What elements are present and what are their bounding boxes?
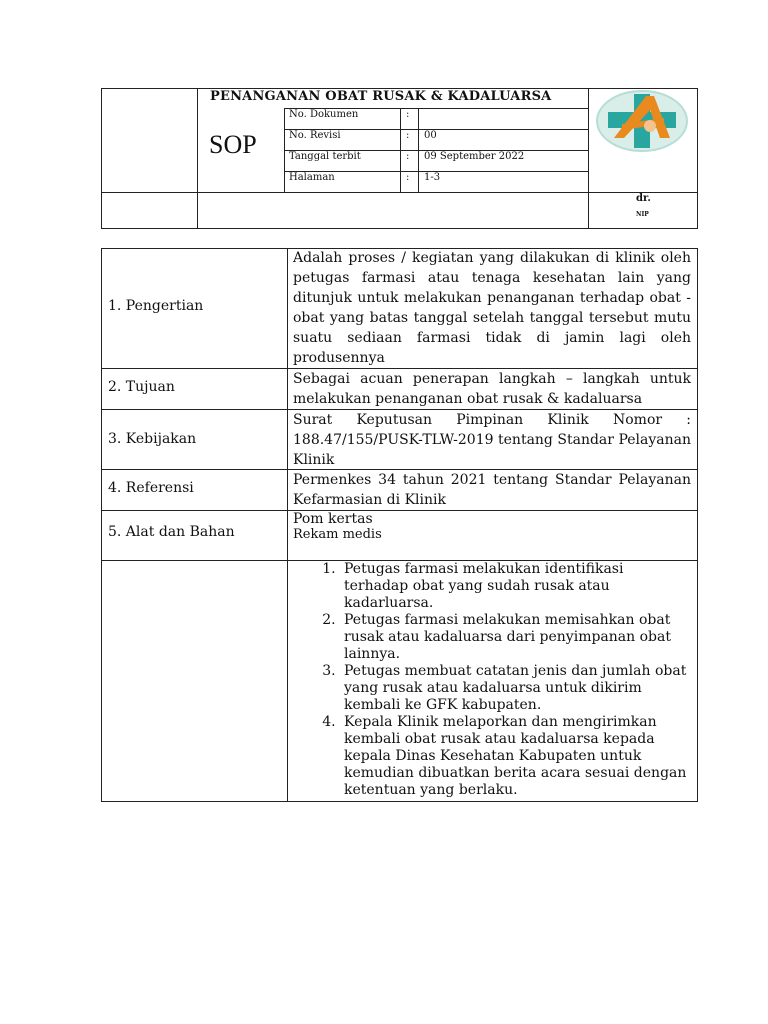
info-sep: : (406, 109, 410, 120)
alat-item: Rekam medis (293, 527, 382, 542)
info-label-tanggal: Tanggal terbit (289, 151, 361, 162)
langkah-step: 3. Petugas membuat catatan jenis dan jumlah obat yang rusak atau kadaluarsa untuk dikirim kembali ke GFK kabupaten. (340, 663, 688, 714)
signature-nip: NIP (636, 211, 649, 218)
langkah-step: 1. Petugas farmasi melakukan identifikasi terhadap obat yang sudah rusak atau kadarluarsa. (340, 561, 688, 612)
sop-label: SOP (209, 130, 257, 159)
section-text-referensi: Permenkes 34 tahun 2021 tentang Standar Pelayanan Kefarmasian di Klinik (293, 472, 691, 508)
section-text-tujuan: Sebagai acuan penerapan langkah – langkah untuk melakukan penanganan obat rusak & kadaluarsa (293, 371, 691, 407)
alat-item: Pom kertas (293, 511, 373, 527)
info-sep: : (406, 172, 410, 183)
info-label-revisi: No. Revisi (289, 130, 341, 141)
info-value-tanggal: 09 September 2022 (424, 151, 525, 162)
langkah-step: 2. Petugas farmasi melakukan memisahkan obat rusak atau kadaluarsa dari penyimpanan obat lainnya. (340, 612, 688, 663)
langkah-step: 4. Kepala Klinik melaporkan dan mengirimkan kembali obat rusak atau kadaluarsa kepada kepala Dinas Kesehatan Kabupaten untuk kemudian dibuatkan berita acara sesuai dengan ketentuan yang berlaku. (340, 714, 688, 799)
info-label-dokumen: No. Dokumen (289, 109, 359, 120)
info-label-halaman: Halaman (289, 172, 335, 183)
clinic-cross-logo-icon (594, 88, 690, 154)
section-label-tujuan: 2. Tujuan (108, 379, 175, 395)
section-label-referensi: 4. Referensi (108, 480, 194, 496)
section-label-pengertian: 1. Pengertian (108, 298, 204, 314)
section-label-alat: 5. Alat dan Bahan (108, 524, 235, 540)
signature-name: dr. (636, 193, 651, 204)
section-text-pengertian: Adalah proses / kegiatan yang dilakukan di klinik oleh petugas farmasi atau tenaga kesehatan lain yang ditunjuk untuk melakukan penanganan terhadap obat - obat yang batas tanggal setelah tanggal tersebut mutu suatu sediaan farmasi tidak di jamin lagi oleh produsennya (293, 250, 691, 366)
info-value-halaman: 1-3 (424, 172, 441, 183)
info-sep: : (406, 130, 410, 141)
section-label-kebijakan: 3. Kebijakan (108, 431, 197, 447)
document-title: PENANGANAN OBAT RUSAK & KADALUARSA (210, 89, 552, 104)
info-sep: : (406, 151, 410, 162)
info-value-revisi: 00 (424, 130, 437, 141)
langkah-list (288, 561, 688, 799)
section-text-kebijakan: Surat Keputusan Pimpinan Klinik Nomor : 188.47/155/PUSK-TLW-2019 tentang Standar Pelayanan Klinik (293, 412, 691, 468)
